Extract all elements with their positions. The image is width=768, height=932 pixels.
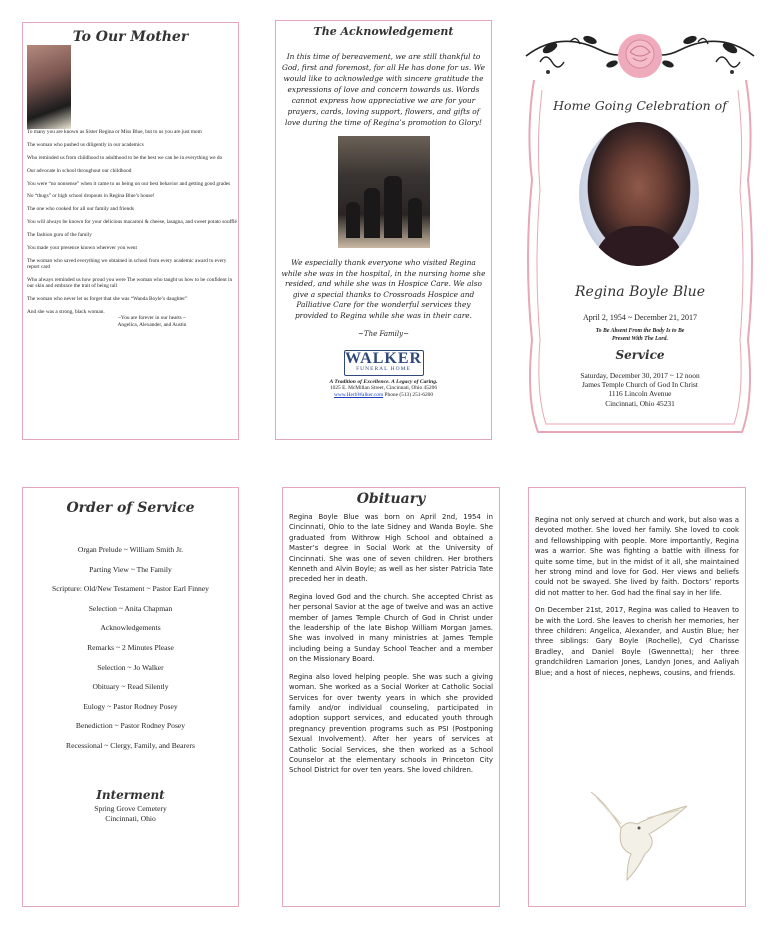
obituary-heading: Obituary bbox=[356, 491, 426, 507]
poem-line: The woman who pushed us diligently in our academics bbox=[27, 141, 144, 148]
obituary-paragraph: Regina Boyle Blue was born on April 2nd, 1954 in Cincinnati, Ohio to the late Sidney and Wanda Boyle. She graduated from Withrow High School and obtained a Master’s degree in Social Work at the University of Cincinnati. She was one of seven children. Her brothers Kenneth and Alvin Boyle; as well as her sister Patricia Tate preceded her in death. bbox=[289, 513, 493, 584]
interment-info bbox=[23, 804, 238, 824]
poem-line: The one who cooked for all our family and friends bbox=[27, 206, 134, 213]
poem-line: To many you are known as Sister Regina or Miss Blue, but to us you are just mom bbox=[27, 129, 202, 135]
to-our-mother-panel bbox=[22, 22, 239, 440]
life-dates: April 2, 1954 ~ December 21, 2017 bbox=[582, 313, 698, 322]
mother-poem bbox=[27, 129, 237, 328]
order-of-service-panel bbox=[22, 487, 239, 907]
scripture-quote bbox=[520, 327, 760, 343]
poem-line: You were “no nonsense” when it came to us being on our best behavior and getting good grades bbox=[27, 180, 231, 187]
obituary-paragraph: On December 21st, 2017, Regina was called to Heaven to be with the Lord. She leaves to cherish her memories, her three children: Angelica, Alexander, and Austin Blue; her three siblings: Gary Boyle (Rochelle), Cyd Charisse Bradley, and Daniel Boyle (Gwennetta); her three grandchildren Lamarion Jones, Landyn Jones, and Aaliyah Blue; and a host of nieces, nephews, cousins, and friends. bbox=[535, 606, 739, 677]
phone-number: Phone (513) 251-6200 bbox=[384, 391, 434, 398]
service-info bbox=[520, 371, 760, 408]
interment-heading: Interment bbox=[96, 787, 165, 802]
order-item: Organ Prelude ~ William Smith Jr. bbox=[77, 545, 184, 554]
order-item: Obituary ~ Read Silently bbox=[92, 682, 169, 692]
poem-line: No “thugs” or high school dropouts in Regina Blue’s house! bbox=[27, 193, 155, 200]
acknowledgement-panel bbox=[275, 20, 492, 440]
poem-signoff: ~You are forever in our hearts ~ bbox=[118, 315, 186, 322]
poem-line: The fashion guru of the family bbox=[27, 232, 92, 239]
order-item: Selection ~ Jo Walker bbox=[97, 662, 164, 672]
logo-word: WALKER bbox=[344, 349, 423, 367]
dove-icon bbox=[587, 784, 691, 884]
quote-line: To Be Absent From the Body Is to Be bbox=[595, 328, 685, 334]
obituary-paragraph: Regina not only served at church and work, but also was a devoted mother. She loved her family. She loved to cook and fellowshipping with people. More importantly, Regina was a warrior. She was fighting a battle with illness for quite some time, but in the midst of it all, she maintained her strong mind and love for God. Her views and beliefs could not be swayed. She lived by faith. Doctors’ reports did not matter to her. God had the final say in her life. bbox=[535, 516, 739, 597]
cover-title: Home Going Celebration of bbox=[553, 98, 727, 113]
poem-line: The woman who never let us forget that she was “Wanda Boyle’s daughter” bbox=[27, 296, 188, 303]
order-item: Parting View ~ The Family bbox=[89, 564, 172, 574]
service-datetime: Saturday, December 30, 2017 ~ 12 noon bbox=[580, 371, 700, 380]
mother-photo bbox=[27, 45, 71, 129]
order-item: Eulogy ~ Pastor Rodney Posey bbox=[83, 701, 178, 711]
service-church: James Temple Church of God In Christ bbox=[582, 380, 698, 390]
obituary-continued-panel bbox=[528, 487, 746, 907]
poem-line: You will always be known for your delicious macaroni & cheese, lasagna, and sweet potato soufflé bbox=[27, 219, 237, 226]
mother-heading: To Our Mother bbox=[72, 29, 189, 45]
service-heading: Service bbox=[615, 348, 665, 362]
poem-signoff-names: Angelica, Alexander, and Austin bbox=[117, 321, 187, 328]
poem-line: The woman who saved everything we obtained in school from every academic award to every report card bbox=[27, 257, 227, 271]
family-signoff: ~The Family~ bbox=[358, 329, 409, 338]
order-item: Scripture: Old/New Testament ~ Pastor Earl Finney bbox=[52, 584, 209, 594]
logo-subtitle: FUNERAL HOME bbox=[356, 365, 411, 372]
deceased-portrait bbox=[579, 122, 699, 266]
website-link[interactable]: www.HerbWalker.com bbox=[333, 391, 384, 398]
acknowledgement-text: In this time of bereavement, we are still thankful to God, first and foremost, for all He has done for us. We would like to acknowledge with sincere gratitude the expressions of love and concern towards us. Words cannot express how appreciative we are for your prayers, cards, loving support, flowers, and gifts of love during the time of Regina’s promotion to Glory! bbox=[282, 52, 485, 127]
address-line: 1025 E. McMillan Street, Cincinnati, Ohio 45206 bbox=[329, 384, 438, 391]
family-photo bbox=[338, 136, 430, 248]
poem-line: Who reminded us from childhood to adulthood to be the best we can be in everything we do bbox=[27, 154, 223, 161]
poem-line: Our advocate in school throughout our childhood bbox=[27, 167, 132, 174]
poem-line: You made your presence known wherever you went bbox=[27, 245, 137, 252]
obituary-continued-text bbox=[529, 515, 745, 678]
funeral-home-address bbox=[276, 385, 491, 399]
order-item: Remarks ~ 2 Minutes Please bbox=[87, 642, 174, 652]
order-item: Acknowledgements bbox=[100, 623, 161, 633]
poem-closing: And she was a strong, black woman. bbox=[27, 309, 105, 316]
order-item: Recessional ~ Clergy, Family, and Bearers bbox=[66, 740, 195, 750]
special-thanks-text: We especially thank everyone who visited Regina while she was in the hospital, in the nursing home she resided, and while she was in Hospice Care. We also give a special thanks to Crossroads Hospice and Palliative Care for the wonderful services they provided to Regina while she was in their care. bbox=[281, 258, 486, 320]
funeral-home-logo bbox=[344, 350, 424, 376]
quote-line: Present With The Lord. bbox=[611, 336, 669, 342]
deceased-name: Regina Boyle Blue bbox=[575, 284, 705, 300]
service-street: 1116 Lincoln Avenue bbox=[608, 389, 672, 399]
acknowledgement-heading: The Acknowledgement bbox=[313, 25, 454, 38]
obituary-panel bbox=[282, 487, 500, 907]
obituary-paragraph: Regina loved God and the church. She accepted Christ as her personal Savior at the age of twelve and was an active member of James Temple Church of God in Christ under the leadership of the late Bishop William Morgan James. She was involved in many ministries at James Temple including being a Sunday School Teacher and a member on the Missionary Board. bbox=[289, 592, 493, 664]
funeral-home-tagline: A Tradition of Excellence. A Legacy of Caring. bbox=[329, 378, 438, 385]
service-city: Cincinnati, Ohio 45231 bbox=[605, 398, 675, 408]
order-item: Benediction ~ Pastor Rodney Posey bbox=[75, 721, 186, 731]
obituary-text bbox=[283, 512, 499, 776]
order-list bbox=[23, 545, 238, 750]
poem-line: Who always reminded us how proud you were The woman who taught us how to be confident in our skin and embrace the trait of being tall bbox=[27, 277, 233, 290]
cover-panel bbox=[520, 20, 760, 440]
obituary-paragraph: Regina also loved helping people. She was such a giving woman. She worked as a Social Worker at Catholic Social Services for over twenty years in which she provided family and/or individual counseling, participated in adoption support services, and educated youth through pregnancy prevention programs such as PSI (Postponing Sexual Involvement). After her years of services at Catholic Social Services, she then worked as a School Counselor at the elementary schools in Princeton City School District for over ten years. She loved children. bbox=[289, 672, 493, 775]
order-item: Selection ~ Anita Chapman bbox=[88, 603, 173, 613]
cemetery-city: Cincinnati, Ohio bbox=[105, 813, 156, 823]
order-heading: Order of Service bbox=[66, 500, 195, 516]
cemetery-name: Spring Grove Cemetery bbox=[94, 803, 167, 813]
